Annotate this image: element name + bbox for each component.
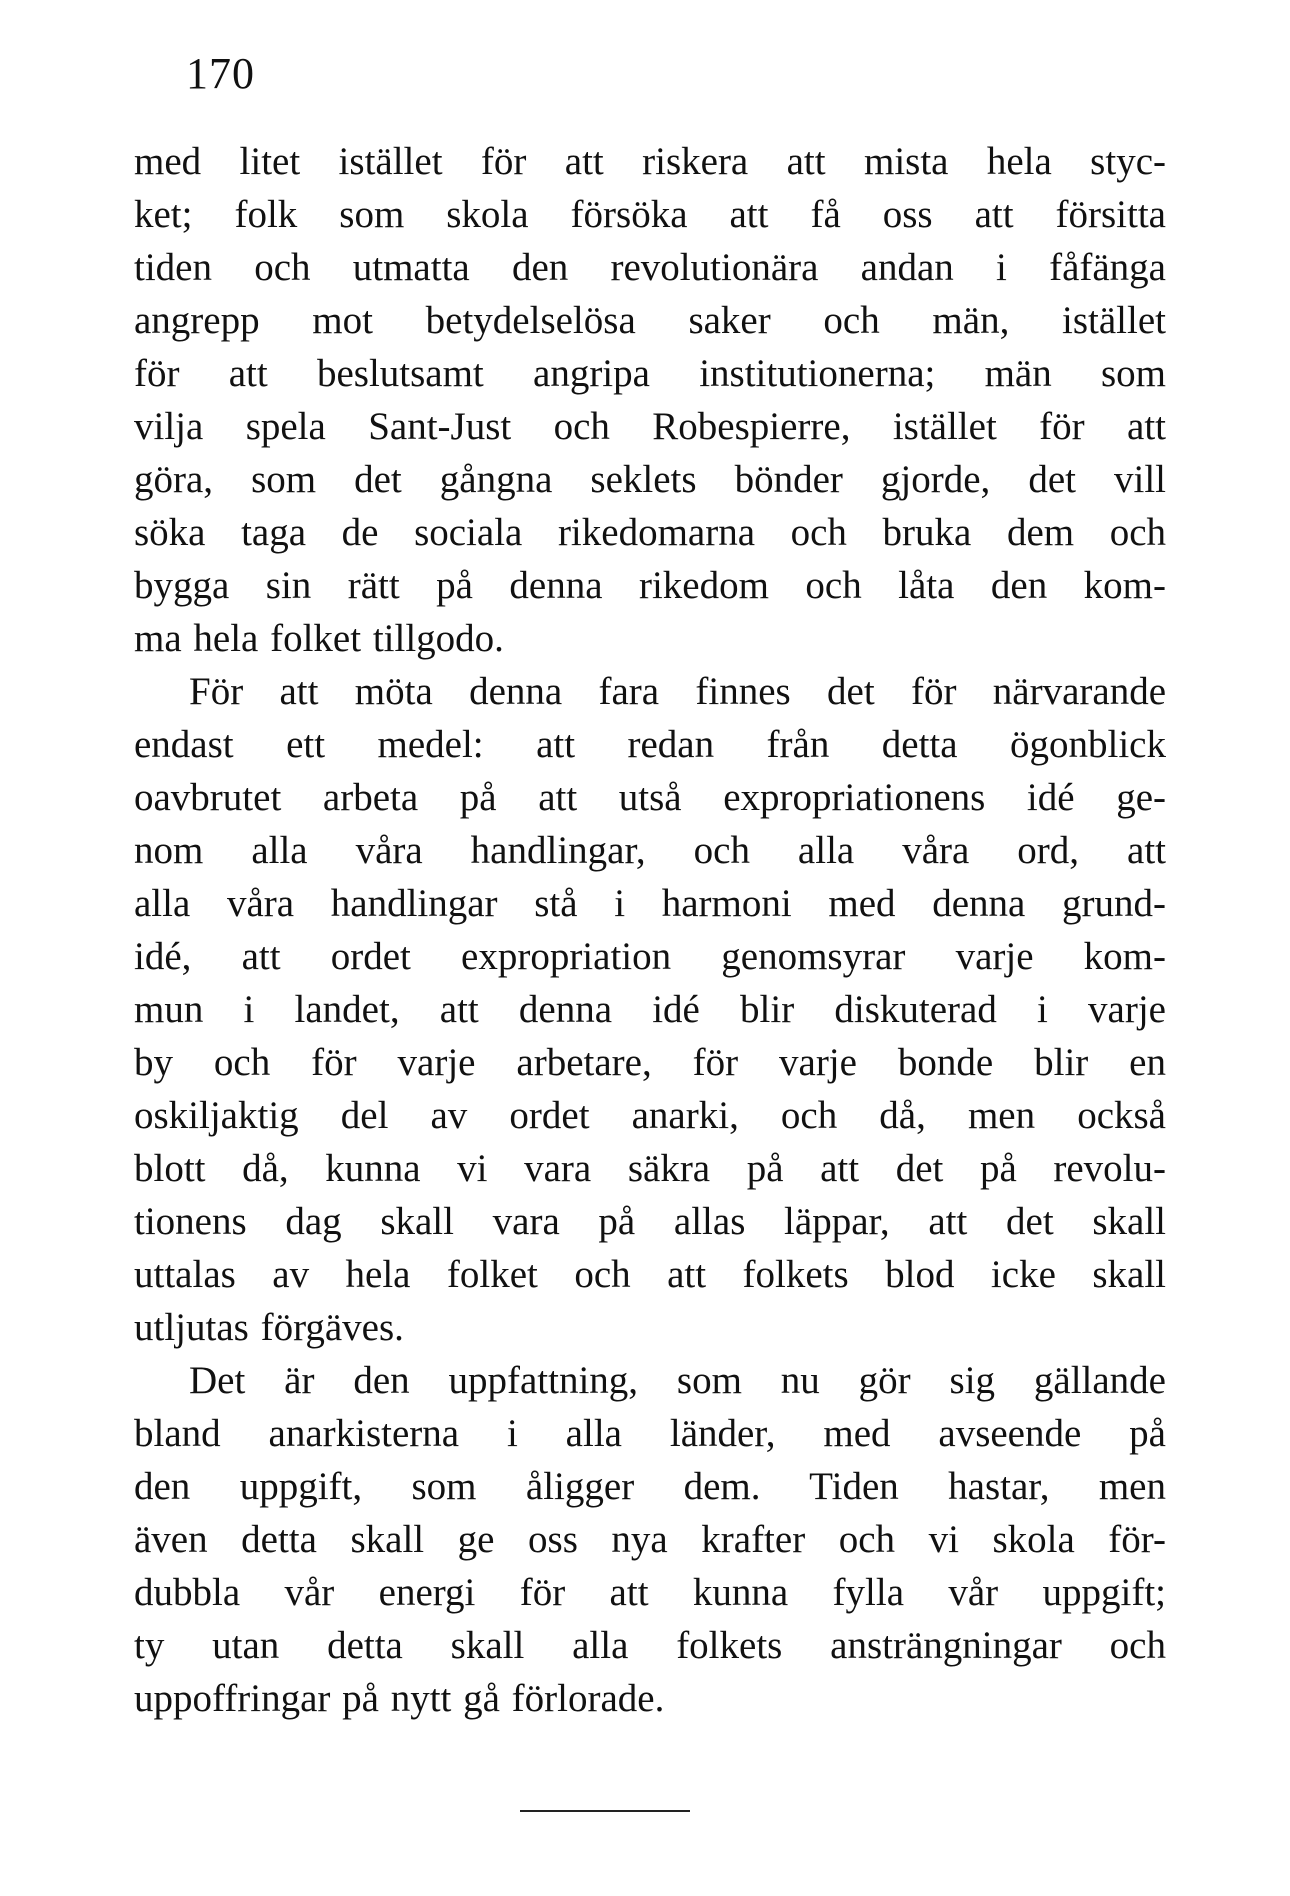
text-line: även detta skall ge oss nya krafter och vi skola för- — [134, 1518, 1166, 1561]
text-line: söka taga de sociala rikedomarna och bruka dem och — [134, 511, 1166, 554]
bottom-rule — [520, 1810, 690, 1812]
text-line: utljutas förgäves. — [134, 1306, 404, 1349]
text-line: ty utan detta skall alla folkets ansträngningar och — [134, 1624, 1166, 1667]
text-line: göra, som det gångna seklets bönder gjorde, det vill — [134, 458, 1166, 501]
text-line: blott då, kunna vi vara säkra på att det på revolu- — [134, 1147, 1166, 1190]
text-line: ma hela folket tillgodo. — [134, 617, 504, 660]
text-line: ket; folk som skola försöka att få oss att försitta — [134, 193, 1166, 236]
text-line: den uppgift, som åligger dem. Tiden hastar, men — [134, 1465, 1166, 1508]
text-line: bland anarkisterna i alla länder, med avseende på — [134, 1412, 1166, 1455]
text-line: nom alla våra handlingar, och alla våra ord, att — [134, 829, 1166, 872]
text-line: uppoffringar på nytt gå förlorade. — [134, 1677, 665, 1720]
text-line: med litet istället för att riskera att mista hela styc- — [134, 140, 1166, 183]
text-line: tiden och utmatta den revolutionära andan i fåfänga — [134, 246, 1166, 289]
text-line: by och för varje arbetare, för varje bonde blir en — [134, 1041, 1166, 1084]
text-line: bygga sin rätt på denna rikedom och låta den kom- — [134, 564, 1166, 607]
text-line: för att beslutsamt angripa institutionerna; män som — [134, 352, 1166, 395]
text-line: För att möta denna fara finnes det för närvarande — [189, 670, 1166, 713]
text-line: oavbrutet arbeta på att utså expropriationens idé ge- — [134, 776, 1166, 819]
page-number: 170 — [186, 49, 255, 98]
text-line: dubbla vår energi för att kunna fylla vår uppgift; — [134, 1571, 1166, 1614]
text-line: tionens dag skall vara på allas läppar, att det skall — [134, 1200, 1166, 1243]
text-line: alla våra handlingar stå i harmoni med denna grund- — [134, 882, 1166, 925]
text-line: vilja spela Sant-Just och Robespierre, istället för att — [134, 405, 1166, 448]
text-line: mun i landet, att denna idé blir diskuterad i varje — [134, 988, 1166, 1031]
text-line: oskiljaktig del av ordet anarki, och då, men också — [134, 1094, 1166, 1137]
text-line: idé, att ordet expropriation genomsyrar varje kom- — [134, 935, 1166, 978]
text-line: endast ett medel: att redan från detta ögonblick — [134, 723, 1166, 766]
text-line: uttalas av hela folket och att folkets blod icke skall — [134, 1253, 1166, 1296]
text-line: Det är den uppfattning, som nu gör sig gällande — [189, 1359, 1166, 1402]
text-line: angrepp mot betydelselösa saker och män, istället — [134, 299, 1166, 342]
body-text — [134, 135, 1166, 1725]
